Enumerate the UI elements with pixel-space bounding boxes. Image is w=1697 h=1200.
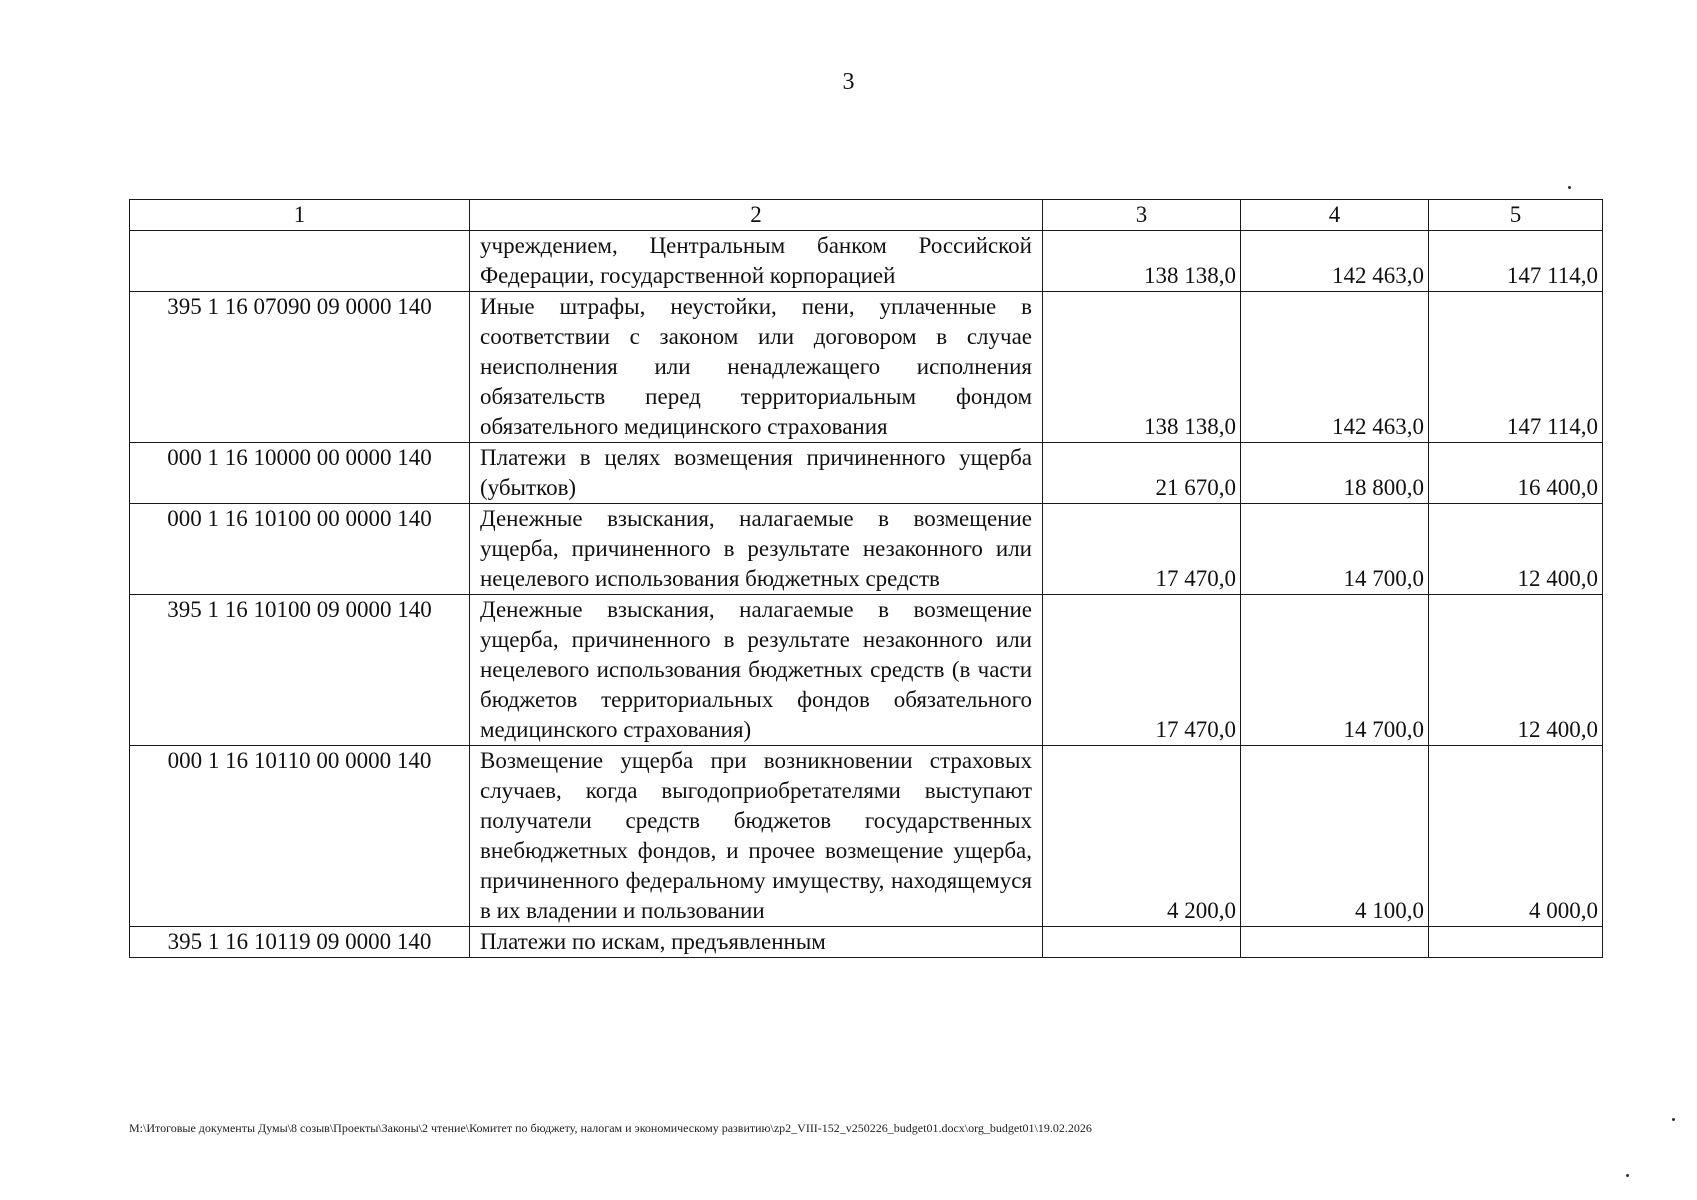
scan-speck — [1672, 1118, 1675, 1121]
table-row — [130, 292, 1603, 443]
row-value-col3: 17 470,0 — [1043, 504, 1241, 595]
table-header-row — [130, 200, 1603, 231]
row-value-col5 — [1429, 927, 1603, 958]
table-row — [130, 504, 1603, 595]
row-code — [130, 231, 470, 292]
row-value-col3: 21 670,0 — [1043, 443, 1241, 504]
row-code: 395 1 16 10100 09 0000 140 — [130, 595, 470, 746]
header-col-1: 1 — [130, 200, 470, 231]
header-col-3: 3 — [1043, 200, 1241, 231]
page-number: 3 — [842, 69, 855, 95]
row-value-col4: 14 700,0 — [1241, 504, 1429, 595]
row-name: Иные штрафы, неустойки, пени, уплаченные в соответствии с законом или договором в случае неисполнения или ненадлежащего исполнения обязательств перед территориальным фондом обязательного медицинского страхования — [470, 292, 1043, 443]
row-value-col5: 16 400,0 — [1429, 443, 1603, 504]
table-row — [130, 927, 1603, 958]
row-name: Денежные взыскания, налагаемые в возмещение ущерба, причиненного в результате незаконного или нецелевого использования бюджетных средств — [470, 504, 1043, 595]
row-value-col3: 4 200,0 — [1043, 746, 1241, 927]
table-row — [130, 443, 1603, 504]
row-value-col5: 147 114,0 — [1429, 231, 1603, 292]
header-col-4: 4 — [1241, 200, 1429, 231]
row-value-col3: 138 138,0 — [1043, 292, 1241, 443]
row-name: Платежи в целях возмещения причиненного ущерба (убытков) — [470, 443, 1043, 504]
row-value-col4: 18 800,0 — [1241, 443, 1429, 504]
row-name: Платежи по искам, предъявленным — [470, 927, 1043, 958]
document-file-path-footer: M:\Итоговые документы Думы\8 созыв\Проекты\Законы\2 чтение\Комитет по бюджету, налогам и экономическому развитию\zp2_VIII-152_v250226_budget01.docx\org_budget01\19.02.2026 — [129, 1121, 1092, 1135]
row-value-col3: 138 138,0 — [1043, 231, 1241, 292]
row-value-col5: 12 400,0 — [1429, 595, 1603, 746]
row-value-col4 — [1241, 927, 1429, 958]
table-row — [130, 231, 1603, 292]
table-row — [130, 595, 1603, 746]
row-code: 395 1 16 10119 09 0000 140 — [130, 927, 470, 958]
row-code: 000 1 16 10110 00 0000 140 — [130, 746, 470, 927]
row-value-col3: 17 470,0 — [1043, 595, 1241, 746]
row-value-col5: 12 400,0 — [1429, 504, 1603, 595]
row-value-col4: 142 463,0 — [1241, 292, 1429, 443]
row-code: 395 1 16 07090 09 0000 140 — [130, 292, 470, 443]
row-code: 000 1 16 10100 00 0000 140 — [130, 504, 470, 595]
row-value-col4: 142 463,0 — [1241, 231, 1429, 292]
header-col-2: 2 — [470, 200, 1043, 231]
row-value-col4: 14 700,0 — [1241, 595, 1429, 746]
row-value-col4: 4 100,0 — [1241, 746, 1429, 927]
budget-revenue-table — [129, 199, 1603, 958]
row-value-col5: 4 000,0 — [1429, 746, 1603, 927]
row-value-col3 — [1043, 927, 1241, 958]
table-row — [130, 746, 1603, 927]
row-name: Возмещение ущерба при возникновении страховых случаев, когда выгодоприобретателями выступают получатели средств бюджетов государственных внебюджетных фондов, и прочее возмещение ущерба, причиненного федеральному имуществу, находящемуся в их владении и пользовании — [470, 746, 1043, 927]
row-name: Денежные взыскания, налагаемые в возмещение ущерба, причиненного в результате незаконного или нецелевого использования бюджетных средств (в части бюджетов территориальных фондов обязательного медицинского страхования) — [470, 595, 1043, 746]
scan-speck — [1568, 186, 1571, 189]
row-value-col5: 147 114,0 — [1429, 292, 1603, 443]
row-code: 000 1 16 10000 00 0000 140 — [130, 443, 470, 504]
scan-speck — [1626, 1174, 1629, 1177]
header-col-5: 5 — [1429, 200, 1603, 231]
row-name: учреждением, Центральным банком Российской Федерации, государственной корпорацией — [470, 231, 1043, 292]
